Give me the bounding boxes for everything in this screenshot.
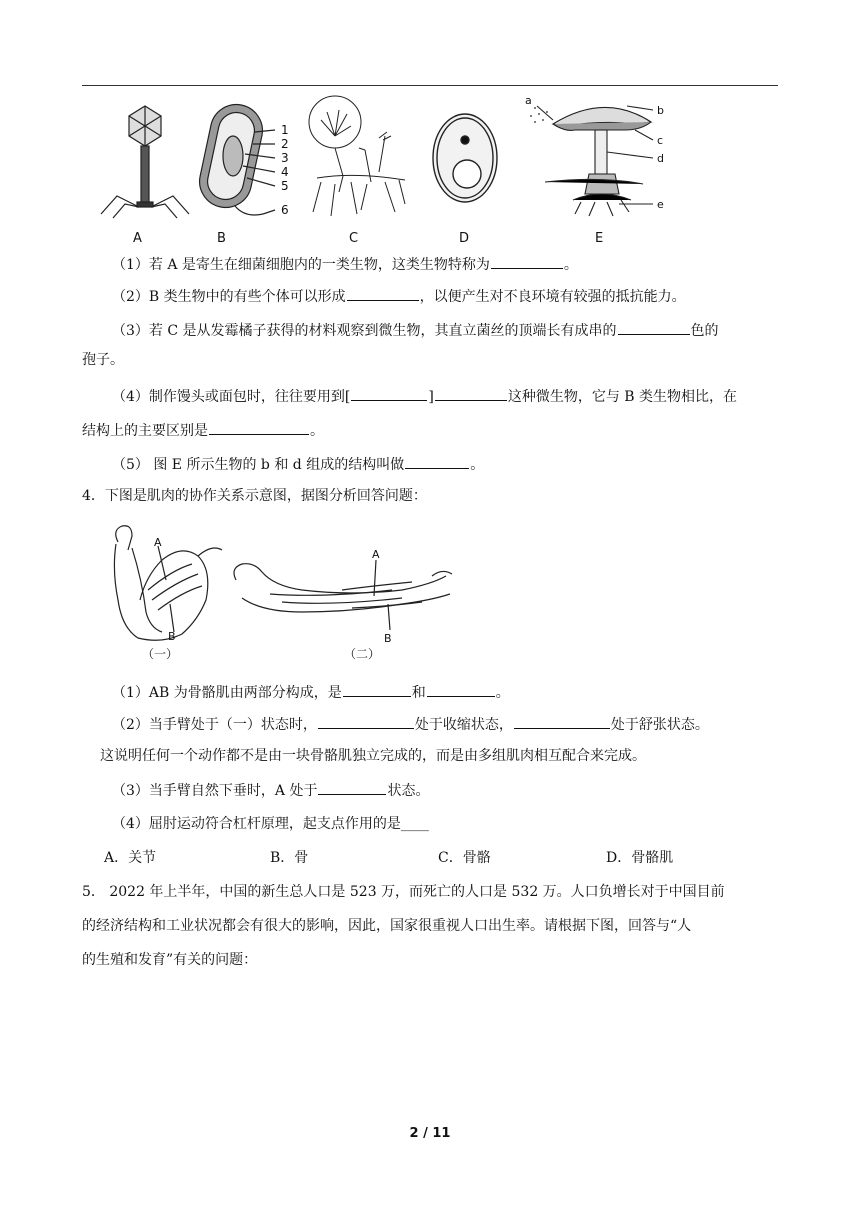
q4-part3-text: （3）当手臂自然下垂时，A 处于 [112,783,318,799]
flexed-arm-drawing [114,526,222,641]
microorganism-figure [95,92,695,252]
answer-blank[interactable] [351,386,427,401]
bacteriophage-drawing [101,106,189,218]
q3-part4-text: （4）制作馒头或面包时，往往要用到[ [112,389,351,405]
q4-part4: （4）屈肘运动符合杠杆原理，起支点作用的是____ [112,816,429,832]
q4-part3 [112,780,429,801]
bacterium-drawing [195,100,289,217]
q3-part5-text: （5） 图 E 所示生物的 b 和 d 组成的结构叫做 [112,457,405,473]
q4-part3-end: 状态。 [387,783,430,799]
option-b[interactable]: B．骨 [270,850,309,866]
e-label-c: c [657,134,664,147]
fig-label-b: B [217,231,226,246]
q4-part2-text: （2）当手臂处于（一）状态时， [112,717,317,733]
q4-part2-end: 处于舒张状态。 [610,717,709,733]
arm2-label-b: B [384,632,392,645]
fig-label-d: D [459,231,470,246]
q3-part4-cont-text: 结构上的主要区别是 [82,423,208,439]
mold-drawing [309,96,405,216]
b-label-5: 5 [281,179,289,193]
extended-arm-drawing [234,560,452,630]
q3-part4-cont-end: 。 [310,423,324,439]
q3-part5-end: 。 [470,457,485,473]
q4-part2 [112,714,709,735]
answer-blank[interactable] [618,320,690,335]
answer-blank[interactable] [491,254,563,269]
header-rule [82,85,778,86]
q4-part2-mid: 处于收缩状态， [414,717,513,733]
b-label-2: 2 [281,137,289,151]
q3-part2-text: （2）B 类生物中的有些个体可以形成 [112,289,346,305]
fig-label-c: C [349,231,359,246]
q3-part5 [112,454,484,475]
arm1-label-b: B [168,630,176,643]
q4-part1-end: 。 [495,685,510,701]
q4-part1-and: 和 [411,685,426,701]
q3-part4 [112,386,737,407]
e-label-e: e [657,198,664,211]
option-c[interactable]: C．骨骼 [438,850,491,866]
q3-part2 [112,286,686,307]
q4-part1-text: （1）AB 为骨骼肌由两部分构成，是 [112,685,342,701]
e-label-b: b [657,104,664,117]
answer-blank[interactable] [435,386,507,401]
q3-part4-cont [82,420,324,441]
arm-muscle-figure [102,520,462,670]
q3-part1 [112,254,578,275]
q5-line1: 5． 2022 年上半年，中国的新生总人口是 523 万，而死亡的人口是 532 万。人口负增长对于中国目前 [82,884,725,900]
arm2-label-a: A [372,548,380,561]
arm1-caption: （一） [142,647,179,661]
fig-label-e: E [595,231,604,246]
q3-part4-bracket: ] [428,389,434,405]
mushroom-drawing [525,94,664,216]
answer-blank[interactable] [347,286,419,301]
q3-part2-end: ，以便产生对不良环境有较强的抵抗能力。 [419,289,686,305]
q3-part4-end: 这种微生物，它与 B 类生物相比，在 [507,389,738,405]
b-label-4: 4 [281,165,289,179]
answer-blank[interactable] [343,682,411,697]
answer-blank[interactable] [514,714,610,729]
q3-part3 [112,320,719,341]
q5-line2: 的经济结构和工业状况都会有很大的影响，因此，国家很重视人口出生率。请根据下图，回答与“人 [82,918,692,934]
e-label-a: a [525,94,532,107]
arm2-caption: （二） [344,647,381,661]
fig-label-a: A [133,231,142,246]
q4-title: 4．下图是肌肉的协作关系示意图，据图分析回答问题： [82,488,427,504]
page-number: 2 / 11 [409,1126,451,1141]
q4-part2-cont: 这说明任何一个动作都不是由一块骨骼肌独立完成的，而是由多组肌肉相互配合来完成。 [100,748,646,764]
answer-blank[interactable] [318,714,414,729]
b-label-3: 3 [281,151,289,165]
answer-blank[interactable] [209,420,309,435]
q3-part1-end: 。 [563,257,578,273]
b-label-6: 6 [281,203,289,217]
b-label-1: 1 [281,123,289,137]
q3-part1-text: （1）若 A 是寄生在细菌细胞内的一类生物，这类生物特称为 [112,257,490,273]
q3-part3-text: （3）若 C 是从发霉橘子获得的材料观察到微生物，其直立菌丝的顶端长有成串的 [112,323,617,339]
e-label-d: d [657,152,664,165]
option-a[interactable]: A．关节 [104,850,157,866]
yeast-drawing [433,114,497,202]
answer-blank[interactable] [318,780,386,795]
q5-line3: 的生殖和发育”有关的问题： [82,952,258,968]
answer-blank[interactable] [427,682,495,697]
option-d[interactable]: D．骨骼肌 [606,850,674,866]
q4-part1 [112,682,510,703]
arm1-label-a: A [154,536,162,549]
q3-part3-cont: 孢子。 [82,352,124,368]
answer-blank[interactable] [405,454,469,469]
q3-part3-end: 色的 [690,323,719,339]
